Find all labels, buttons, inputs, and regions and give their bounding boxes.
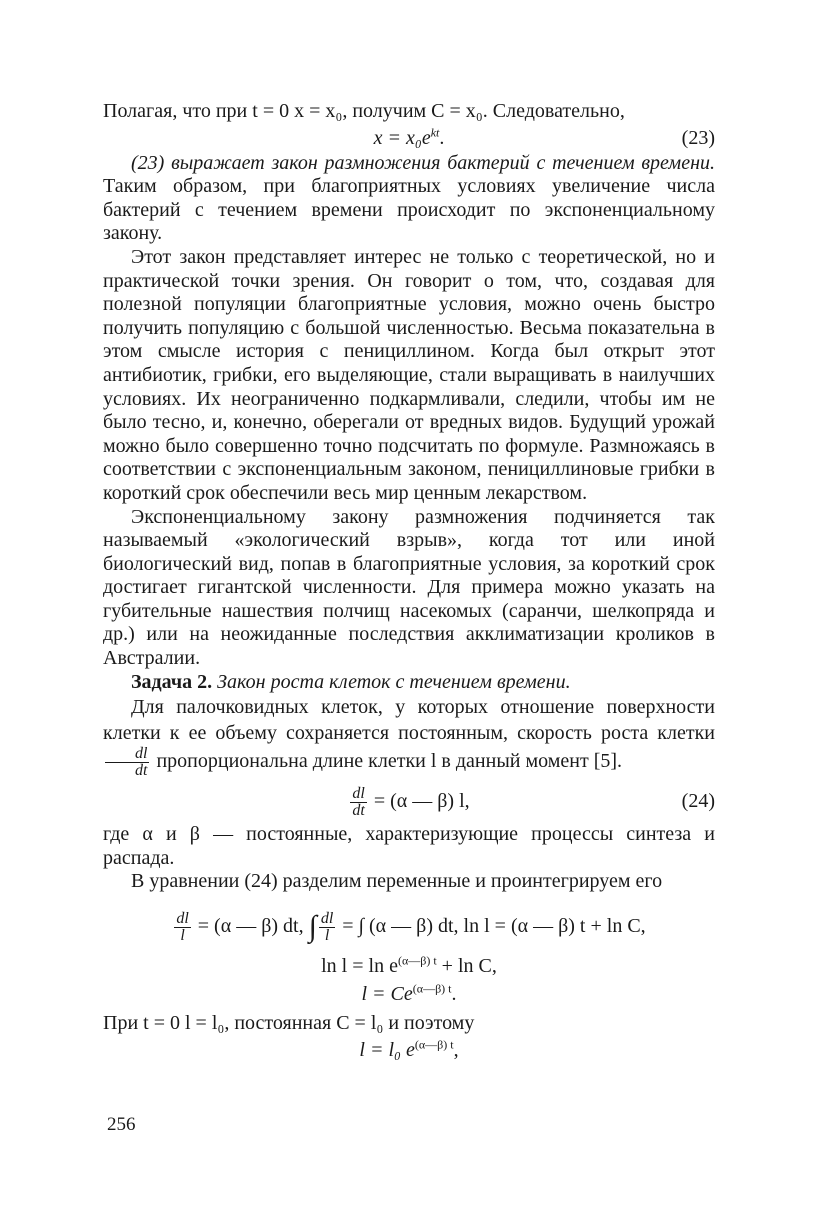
task-heading (103, 671, 715, 695)
equation-solution (103, 980, 715, 1008)
eq-final-exponent: (α—β) t (414, 1036, 454, 1051)
eq-solution-dot: . (451, 983, 457, 1006)
equation-23 (103, 124, 715, 152)
fraction-denominator: dt (135, 762, 148, 780)
eq-integral-num-1: dl (176, 909, 189, 927)
paragraph-cells-a: Для палочковидных клеток, у которых отношение поверхности клетки к ее объему сохраняется постоянным, скорость роста клетки (103, 696, 715, 745)
equation-23-number: (23) (681, 126, 715, 149)
page-body (103, 100, 715, 1064)
equation-ln (103, 952, 715, 980)
text-line-intro: Полагая, что при t = 0 x = x₀, получим C = x₀. Следовательно, (103, 100, 625, 122)
task-title: Закон роста клеток с течением времени. (212, 670, 571, 693)
equation-23-dot: . (439, 126, 445, 149)
equation-24 (103, 779, 715, 823)
eq-integral-part-2: = ∫ (α — β) dt, ln l = (α — β) t + ln C, (337, 915, 646, 938)
eq-ln-rest: + ln C, (436, 955, 497, 978)
text-line-initial: При t = 0 l = l₀, постоянная C = l₀ и поэтому (103, 1012, 475, 1035)
paragraph-law-italic: (23) выражает закон размножения бактерий с течением времени. (131, 151, 715, 174)
paragraph-cells (103, 694, 715, 779)
equation-23-body: x = x₀e (373, 126, 431, 149)
task-label: Задача 2. (131, 670, 213, 693)
equation-24-numerator: dl (352, 785, 365, 803)
paragraph-ecological-explosion: Экспоненциальному закону размножения подчиняется так называемый «экологический взрыв», когда тот или иной биологический вид, попав в благоприятные условия, за короткий срок достигает гигантской численности. Для примера можно указать на губительные нашествия полчищ насекомых (саранчи, шелкопряда и др.) или на неожиданные последствия акклиматизации кроликов в Австралии. (103, 505, 715, 670)
eq-ln-exponent: (α—β) t (397, 953, 437, 968)
eq-integral-den-2: l (324, 926, 330, 944)
eq-integral-fraction-1 (174, 911, 190, 944)
eq-final-comma: , (453, 1038, 459, 1061)
eq-ln-body: ln l = ln e (321, 955, 398, 978)
eq-integral-fraction-2 (319, 911, 335, 944)
eq-final-body: l = l₀ e (359, 1038, 415, 1061)
paragraph-constants: где α и β — постоянные, характеризующие процессы синтеза и распада. (103, 823, 715, 869)
equation-23-exponent: kt (430, 124, 440, 139)
eq-integral-part-1: = (α — β) dt, (192, 915, 309, 938)
fraction-dl-dt (105, 746, 149, 779)
integral-sign: ∫ (308, 910, 317, 944)
eq-integral-den-1: l (180, 926, 185, 944)
equation-24-fraction (350, 786, 366, 819)
equation-final (103, 1036, 715, 1064)
paragraph-law-rest: Таким образом, при благоприятных условиях увеличение числа бактерий с течением времени происходит по экспоненциальному закону. (103, 175, 715, 245)
eq-integral-num-2: dl (320, 909, 334, 927)
paragraph-penicillin: Этот закон представляет интерес не только с теоретической, но и практической точки зрения. Он говорит о том, что, создавая для полезной популяции благоприятные условия, можно очень быстро получить популяцию с большой численностью. Весьма показательна в этом смысле история с пенициллином. Когда был открыт этот антибиотик, грибки, его выделяющие, стали выращивать в наилучших условиях. Их неограниченно подкармливали, следили, чтобы им не было тесно, и, конечно, оберегали от вредных видов. Будущий урожай можно было совершенно точно подсчитать по формуле. Размножаясь в соответствии с экспоненциальным законом, пенициллиновые грибки в короткий срок обеспечили весь мир ценным лекарством. (103, 245, 715, 504)
equation-24-number: (24) (681, 790, 715, 813)
paragraph-integrate: В уравнении (24) разделим переменные и проинтегрируем его (131, 870, 663, 893)
paragraph-law (103, 152, 715, 246)
eq-solution-body: l = Ce (361, 983, 413, 1006)
equation-integral (103, 900, 715, 952)
equation-24-rhs: = (α — β) l, (368, 790, 470, 813)
fraction-numerator: dl (105, 746, 149, 763)
eq-solution-exponent: (α—β) t (412, 981, 452, 996)
paragraph-cells-b: пропорциональна длине клетки l в данный момент [5]. (151, 750, 623, 773)
equation-24-denominator: dt (352, 802, 365, 820)
page-number: 256 (107, 1114, 136, 1135)
